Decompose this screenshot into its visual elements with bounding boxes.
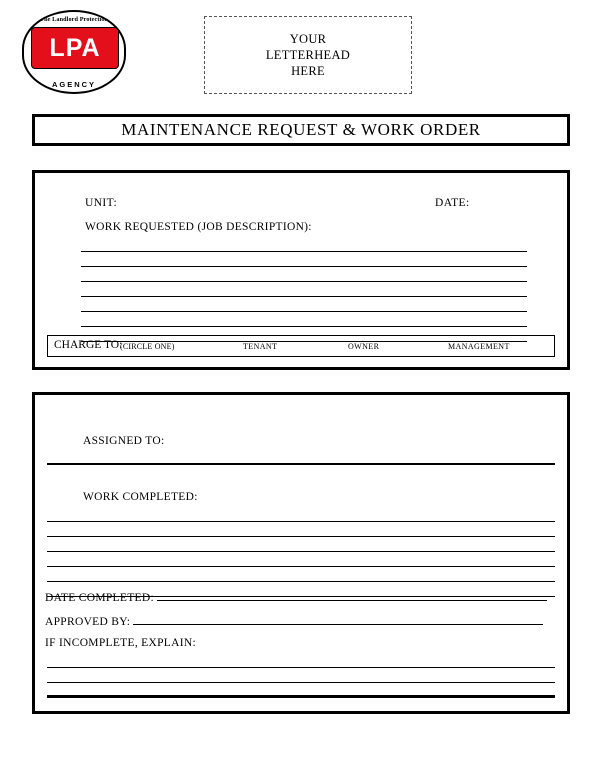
approved-by-write-line[interactable] — [133, 613, 543, 625]
write-line[interactable] — [47, 507, 555, 522]
write-line[interactable] — [47, 552, 555, 567]
lpa-logo — [22, 10, 126, 94]
approved-by-label: APPROVED BY: — [45, 616, 131, 628]
write-line[interactable] — [47, 522, 555, 537]
write-line[interactable] — [47, 668, 555, 683]
unit-date-row — [35, 197, 567, 213]
write-line[interactable] — [47, 567, 555, 582]
request-section — [32, 170, 570, 370]
charge-to-bar — [47, 335, 555, 357]
logo-top-text: The Landlord Protection — [39, 16, 109, 23]
write-line[interactable] — [47, 653, 555, 668]
letterhead-placeholder-box — [204, 16, 412, 94]
if-incomplete-row — [45, 637, 557, 649]
page-title: MAINTENANCE REQUEST & WORK ORDER — [121, 120, 481, 139]
work-requested-label: WORK REQUESTED (JOB DESCRIPTION): — [85, 221, 312, 233]
write-line[interactable] — [81, 312, 527, 327]
form-title-bar — [32, 114, 570, 146]
charge-option-tenant[interactable]: TENANT — [243, 342, 278, 351]
date-completed-write-line[interactable] — [157, 589, 547, 601]
explain-lines[interactable] — [47, 653, 555, 698]
approved-by-row[interactable] — [45, 613, 557, 628]
work-completed-lines[interactable] — [47, 507, 555, 597]
trademark-icon: ™ — [112, 82, 117, 88]
charge-to-label: CHARGE TO: — [54, 339, 123, 351]
if-incomplete-label: IF INCOMPLETE, EXPLAIN: — [45, 637, 196, 649]
form-header — [0, 6, 600, 101]
section-bottom-rule — [47, 695, 555, 697]
letterhead-line-3: HERE — [291, 64, 325, 78]
write-line[interactable] — [81, 252, 527, 267]
write-line[interactable] — [47, 537, 555, 552]
unit-label: UNIT: — [85, 197, 118, 209]
logo-initials: LPA — [49, 34, 101, 62]
date-label: DATE: — [435, 197, 470, 209]
letterhead-line-2: LETTERHEAD — [265, 48, 351, 62]
write-line[interactable] — [81, 267, 527, 282]
charge-option-management[interactable]: MANAGEMENT — [448, 342, 510, 351]
logo-red-badge — [31, 27, 119, 69]
charge-option-owner[interactable]: OWNER — [348, 342, 380, 351]
logo-bottom-text: AGENCY — [51, 80, 97, 89]
circle-one-label: (CIRCLE ONE) — [120, 342, 175, 351]
letterhead-line-1: YOUR — [289, 32, 327, 46]
work-completed-label: WORK COMPLETED: — [83, 491, 198, 503]
write-line[interactable] — [81, 282, 527, 297]
write-line[interactable] — [81, 297, 527, 312]
completion-section — [32, 392, 570, 714]
assigned-to-label: ASSIGNED TO: — [83, 435, 165, 447]
date-completed-label: DATE COMPLETED: — [45, 592, 154, 604]
date-completed-row[interactable] — [45, 589, 557, 604]
write-line[interactable] — [81, 237, 527, 252]
assigned-to-write-line[interactable] — [47, 463, 555, 465]
